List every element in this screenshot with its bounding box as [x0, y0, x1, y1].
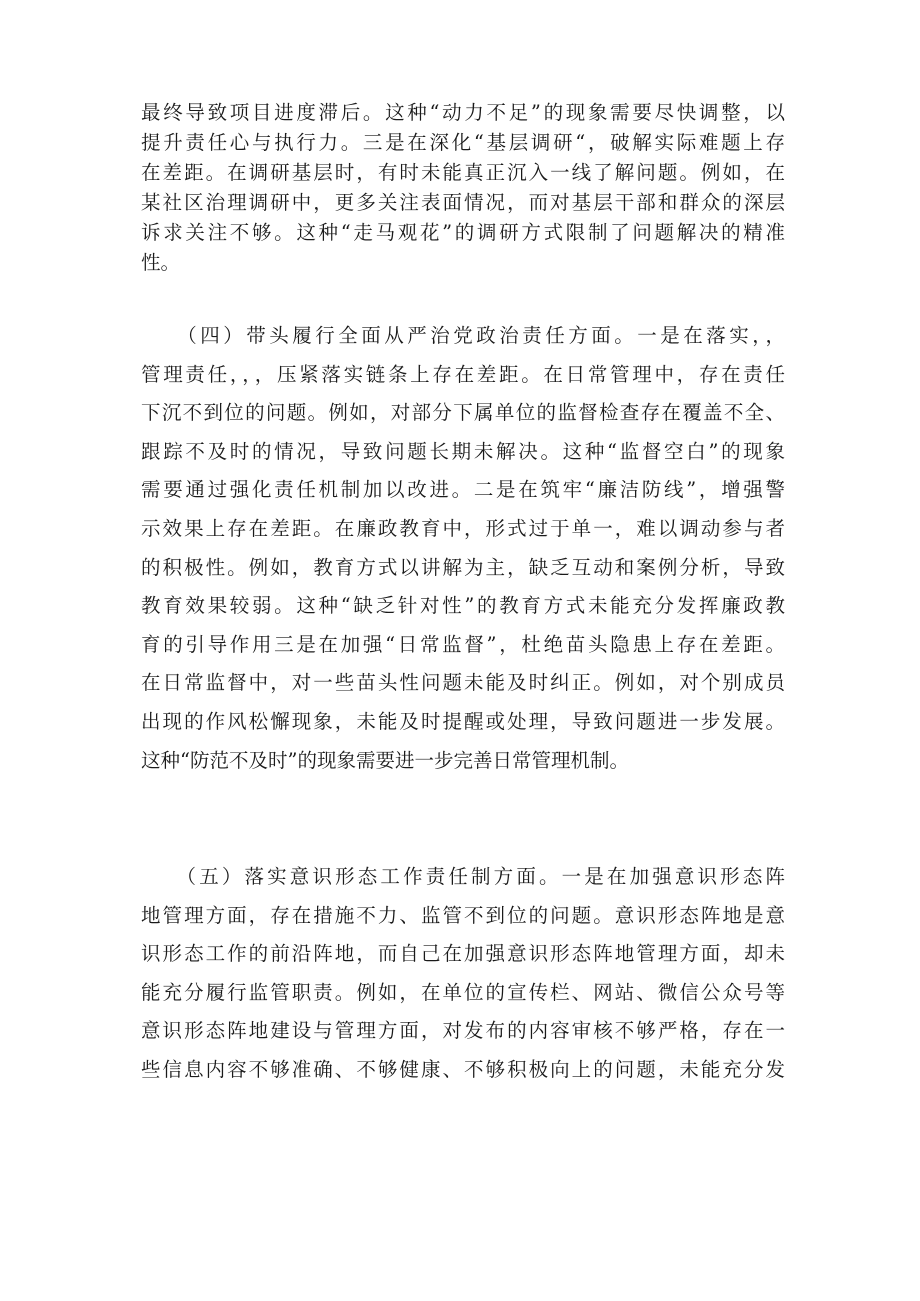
paragraph-line: 提升责任心与执行力。三是在深化“基层调研“，破解实际难题上存 — [141, 131, 785, 154]
paragraph-line: （五）落实意识形态工作责任制方面。一是在加强意识形态阵 — [141, 865, 785, 888]
paragraph-line: 些信息内容不够准确、不够健康、不够积极向上的问题，未能充分发 — [141, 1057, 785, 1081]
paragraph-line: 需要通过强化责任机制加以改进。二是在筑牢“廉洁防线”，增强警 — [141, 478, 785, 502]
paragraph-2 — [141, 317, 785, 780]
paragraph-line: （四）带头履行全面从严治党政治责任方面。一是在落实，， — [141, 324, 785, 347]
paragraph-line: 意识形态阵地建设与管理方面，对发布的内容审核不够严格，存在一 — [141, 1019, 785, 1043]
paragraph-line: 这种“防范不及时”的现象需要进一步完善日常管理机制。 — [141, 748, 629, 772]
paragraph-line: 跟踪不及时的情况，导致问题长期未解决。这种“监督空白”的现象 — [141, 439, 785, 463]
paragraph-line: 出现的作风松懈现象，未能及时提醒或处理，导致问题进一步发展。 — [141, 709, 785, 733]
paragraph-line: 某社区治理调研中，更多关注表面情况，而对基层干部和群众的深层 — [141, 191, 785, 214]
paragraph-line: 教育效果较弱。这种“缺乏针对性”的教育方式未能充分发挥廉政教 — [141, 594, 785, 618]
paragraph-line: 地管理方面，存在措施不力、监管不到位的问题。意识形态阵地是意 — [141, 903, 785, 927]
paragraph-line: 示效果上存在差距。在廉政教育中，形式过于单一，难以调动参与者 — [141, 516, 785, 540]
paragraph-line: 的积极性。例如，教育方式以讲解为主，缺乏互动和案例分析，导致 — [141, 555, 785, 579]
paragraph-line: 育的引导作用三是在加强“日常监督”，杜绝苗头隐患上存在差距。 — [141, 632, 785, 656]
paragraph-line: 最终导致项目进度滞后。这种“动力不足”的现象需要尽快调整，以 — [141, 101, 785, 124]
paragraph-line: 管理责任，，，压紧落实链条上存在差距。在日常管理中，存在责任 — [141, 362, 785, 386]
paragraph-line: 下沉不到位的问题。例如，对部分下属单位的监督检查存在覆盖不全、 — [141, 401, 785, 425]
paragraph-line: 诉求关注不够。这种“走马观花”的调研方式限制了问题解决的精准 — [141, 221, 785, 244]
paragraph-line: 在日常监督中，对一些苗头性问题未能及时纠正。例如，对个别成员 — [141, 671, 785, 695]
paragraph-line: 能充分履行监管职责。例如，在单位的宣传栏、网站、微信公众号等 — [141, 980, 785, 1004]
paragraph-line: 在差距。在调研基层时，有时未能真正沉入一线了解问题。例如，在 — [141, 161, 785, 184]
paragraph-line: 性。 — [141, 251, 181, 274]
paragraph-3 — [141, 858, 785, 1090]
paragraph-1 — [141, 98, 785, 278]
paragraph-line: 识形态工作的前沿阵地，而自己在加强意识形态阵地管理方面，却未 — [141, 942, 785, 966]
